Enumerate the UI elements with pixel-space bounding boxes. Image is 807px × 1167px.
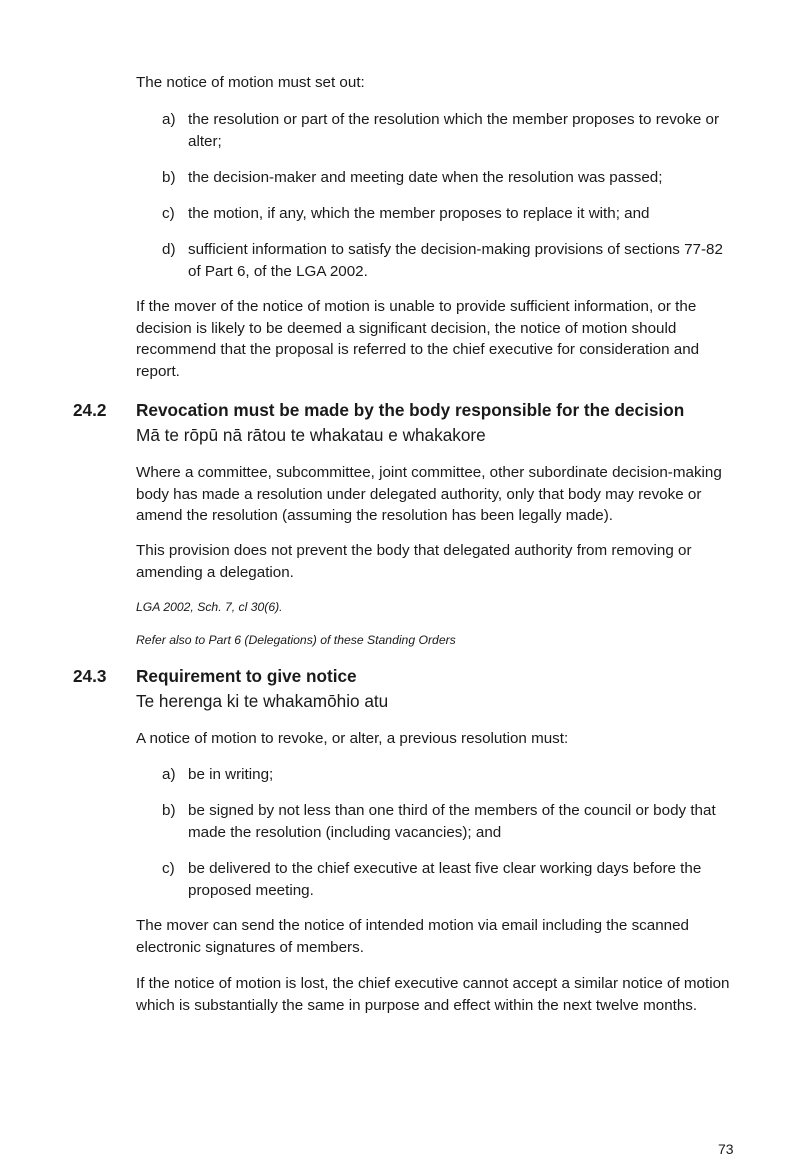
body-paragraph: Where a committee, subcommittee, joint committee, other subordinate decision-making body has made a resolution under delegated authority, only that body may revoke or amend the resolution (assuming the resolution has been legally made).	[136, 464, 722, 524]
list-item	[162, 858, 732, 901]
list-marker: a)	[162, 111, 176, 128]
list-item-text: be signed by not less than one third of the members of the council or body that made the resolution (including vacancies); and	[188, 802, 716, 841]
body-paragraph: The mover can send the notice of intended motion via email including the scanned electronic signatures of members.	[136, 917, 689, 956]
body-paragraph: If the mover of the notice of motion is unable to provide sufficient information, or the decision is likely to be deemed a significant decision, the notice of motion should recommend that the proposal is referred to the chief executive for consideration and report.	[136, 298, 700, 380]
section-subheading: Te herenga ki te whakamōhio atu	[136, 691, 389, 711]
list-item-text: the decision-maker and meeting date when the resolution was passed;	[188, 169, 663, 186]
body-paragraph: This provision does not prevent the body that delegated authority from removing or amending a delegation.	[136, 542, 692, 581]
list-marker: c)	[162, 205, 175, 222]
list-item	[162, 203, 732, 225]
list-marker: d)	[162, 241, 176, 258]
body-paragraph: If the notice of motion is lost, the chief executive cannot accept a similar notice of motion which is substantially the same in purpose and effect within the next twelve months.	[136, 975, 730, 1014]
page-number: 73	[718, 1141, 734, 1157]
intro-paragraph: The notice of motion must set out:	[136, 74, 365, 91]
body-paragraph: A notice of motion to revoke, or alter, a previous resolution must:	[136, 730, 569, 747]
list-item-text: the resolution or part of the resolution which the member proposes to revoke or alter;	[188, 111, 719, 150]
section-number: 24.2	[73, 400, 107, 420]
citation-note: LGA 2002, Sch. 7, cl 30(6).	[136, 600, 283, 614]
section-heading: Revocation must be made by the body responsible for the decision	[136, 400, 685, 420]
list-marker: b)	[162, 802, 176, 819]
list-item	[162, 239, 732, 282]
list-item-text: be in writing;	[188, 766, 274, 783]
list-item-text: the motion, if any, which the member proposes to replace it with; and	[188, 205, 650, 222]
list-marker: a)	[162, 766, 176, 783]
list-item	[162, 167, 732, 189]
list-item	[162, 800, 732, 843]
reference-note: Refer also to Part 6 (Delegations) of these Standing Orders	[136, 633, 456, 647]
list-item-text: be delivered to the chief executive at least five clear working days before the proposed meeting.	[188, 860, 702, 899]
section-subheading: Mā te rōpū nā rātou te whakatau e whakakore	[136, 425, 486, 445]
list-item-text: sufficient information to satisfy the decision-making provisions of sections 77-82 of Part 6, of the LGA 2002.	[188, 241, 723, 280]
section-number: 24.3	[73, 666, 107, 686]
list-item	[162, 109, 732, 152]
list-marker: b)	[162, 169, 176, 186]
section-heading: Requirement to give notice	[136, 666, 357, 686]
list-marker: c)	[162, 860, 175, 877]
list-item	[162, 764, 732, 786]
